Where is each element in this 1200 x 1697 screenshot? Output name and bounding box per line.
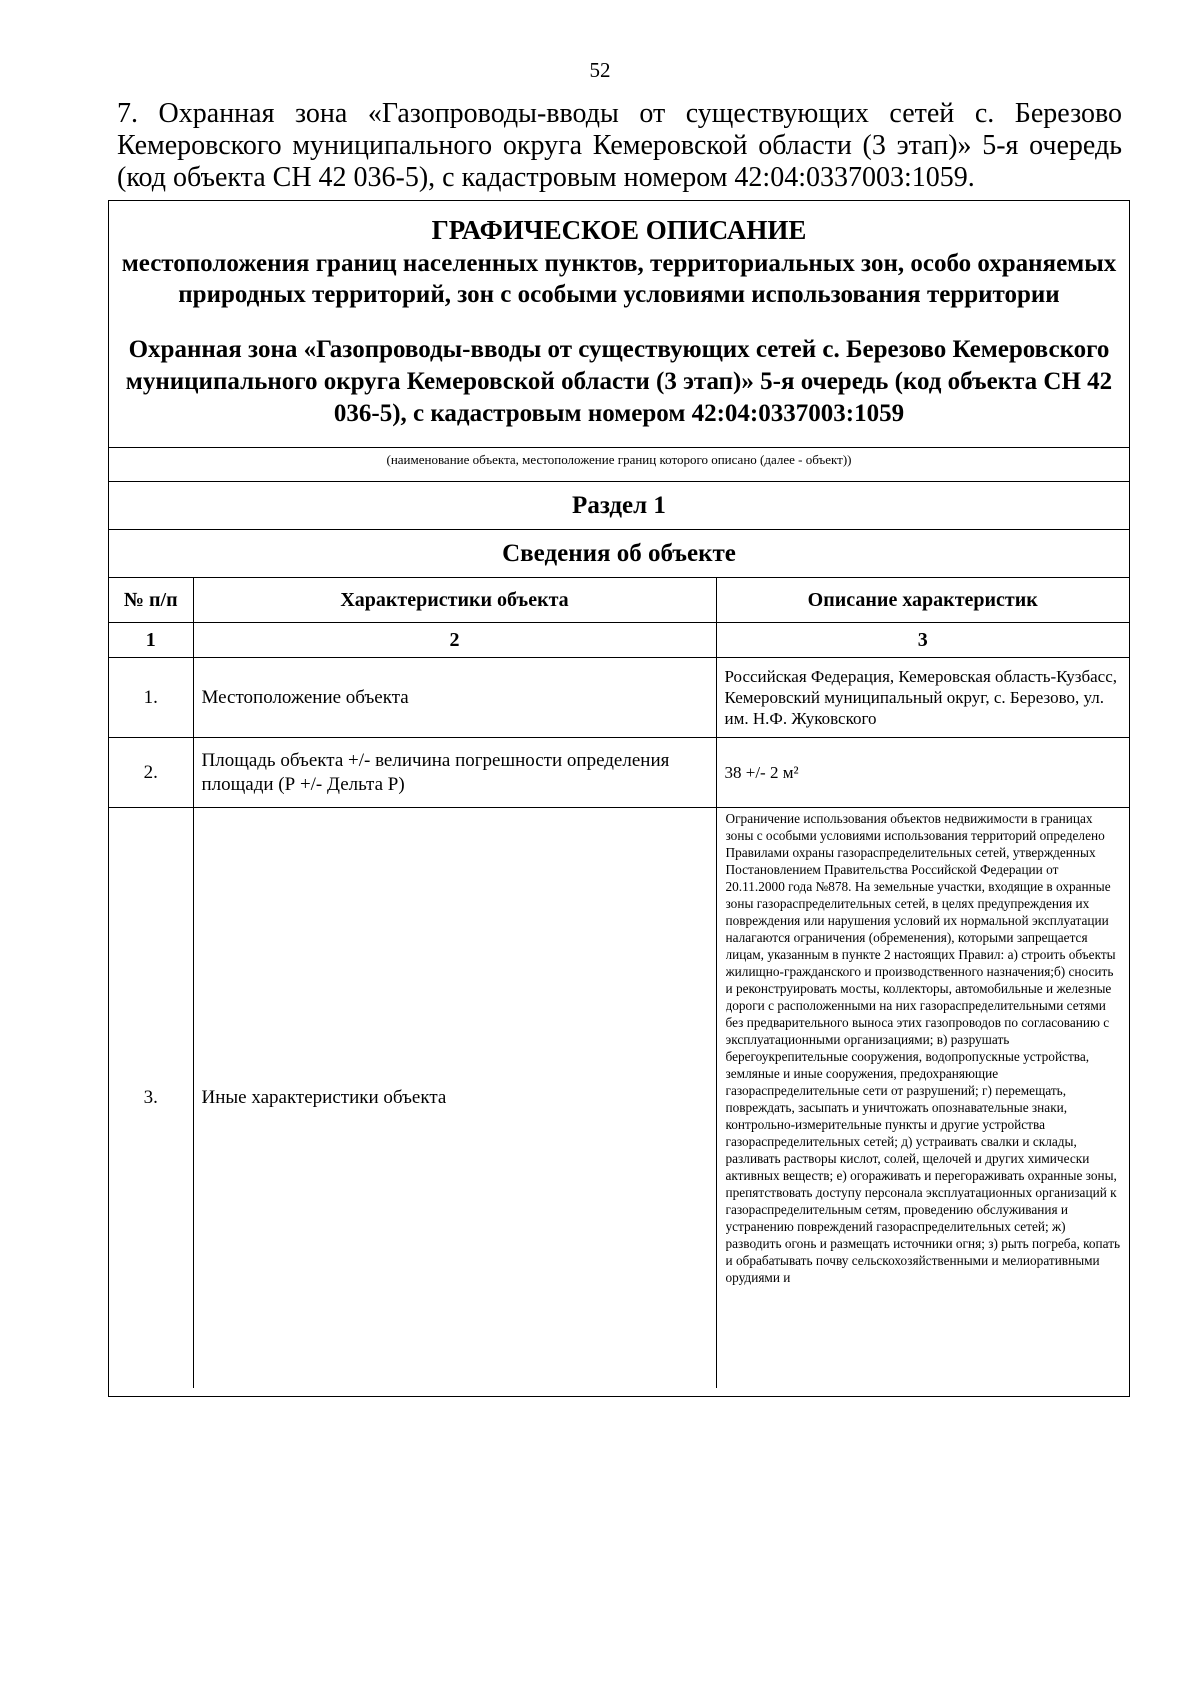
table-header-row bbox=[109, 578, 1129, 623]
row-number: 2. bbox=[109, 738, 193, 808]
column-number-3: 3 bbox=[716, 623, 1129, 658]
table-row bbox=[109, 808, 1129, 1389]
document-title: ГРАФИЧЕСКОЕ ОПИСАНИЕ bbox=[431, 215, 807, 245]
column-number-2: 2 bbox=[193, 623, 716, 658]
row-description: Российская Федерация, Кемеровская область-Кузбасс, Кемеровский муниципальный округ, с. Березово, ул. им. Н.Ф. Жуковского bbox=[716, 658, 1129, 738]
column-number-1: 1 bbox=[109, 623, 193, 658]
page-number: 52 bbox=[589, 58, 611, 82]
row-description-cell bbox=[716, 808, 1129, 1389]
object-caption: (наименование объекта, местоположение границ которого описано (далее - объект)) bbox=[109, 447, 1129, 481]
header-cell-characteristic: Характеристики объекта bbox=[193, 578, 716, 623]
row-characteristic: Площадь объекта +/- величина погрешности определения площади (Р +/- Дельта Р) bbox=[193, 738, 716, 808]
document-subtitle: местоположения границ населенных пунктов, территориальных зон, особо охраняемых природных территорий, зон с особыми условиями использования территории bbox=[121, 250, 1117, 308]
intro-paragraph: 7. Охранная зона «Газопроводы-вводы от существующих сетей с. Березово Кемеровского муниципального округа Кемеровской области (3 этап)» 5-я очередь (код объекта СН 42 036-5), с кадастровым номером 42:04:0337003:1059. bbox=[117, 98, 1122, 193]
table-row bbox=[109, 738, 1129, 808]
table-column-numbers-row bbox=[109, 623, 1129, 658]
header-block bbox=[109, 201, 1129, 447]
section-subtitle: Сведения об объекте bbox=[109, 529, 1129, 577]
row-number: 1. bbox=[109, 658, 193, 738]
row-characteristic: Местоположение объекта bbox=[193, 658, 716, 738]
row-description: Ограничение использования объектов недвижимости в границах зоны с особыми условиями использования территорий определено Правилами охраны газораспределительных сетей, утвержденных Постановлением Правительства Российской Федерации от 20.11.2000 года №878. На земельные участки, входящие в охранные зоны газораспределительных сетей, в целях предупреждения их повреждения или нарушения условий их нормальной эксплуатации налагаются ограничения (обременения), которыми запрещается лицам, указанным в пункте 2 настоящих Правил: а) строить объекты жилищно-гражданского и производственного назначения;б) сносить и реконструировать мосты, коллекторы, автомобильные и железные дороги с расположенными на них газораспределительными сетями без предварительного выноса этих газопроводов по согласованию с эксплуатационными организациями; в) разрушать берегоукрепительные сооружения, водопропускные устройства, земляные и иные сооружения, предохраняющие газораспределительные сети от разрушений; г) перемещать, повреждать, засыпать и уничтожать опознавательные знаки, контрольно-измерительные пункты и другие устройства газораспределительных сетей; д) устраивать свалки и склады, разливать растворы кислот, солей, щелочей и других химически активных веществ; е) огораживать и перегораживать охранные зоны, препятствовать доступу персонала эксплуатационных организаций к газораспределительным сетям, проведению обслуживания и устранению повреждений газораспределительных сетей; ж) разводить огонь и размещать источники огня; з) рыть погреба, копать и обрабатывать почву сельскохозяйственными и мелиоративными орудиями и bbox=[725, 811, 1121, 1285]
object-info-table bbox=[109, 577, 1129, 1388]
table-row bbox=[109, 658, 1129, 738]
header-cell-description: Описание характеристик bbox=[716, 578, 1129, 623]
row-characteristic: Иные характеристики объекта bbox=[193, 808, 716, 1389]
header-cell-number: № п/п bbox=[109, 578, 193, 623]
section-title: Раздел 1 bbox=[109, 481, 1129, 529]
row-description: 38 +/- 2 м² bbox=[716, 738, 1129, 808]
graphic-description-frame bbox=[108, 200, 1130, 1397]
row-number: 3. bbox=[109, 808, 193, 1389]
object-name: Охранная зона «Газопроводы-вводы от существующих сетей с. Березово Кемеровского муниципального округа Кемеровской области (3 этап)» 5-я очередь (код объекта СН 42 036-5), с кадастровым номером 42:04:0337003:1059 bbox=[125, 336, 1113, 427]
